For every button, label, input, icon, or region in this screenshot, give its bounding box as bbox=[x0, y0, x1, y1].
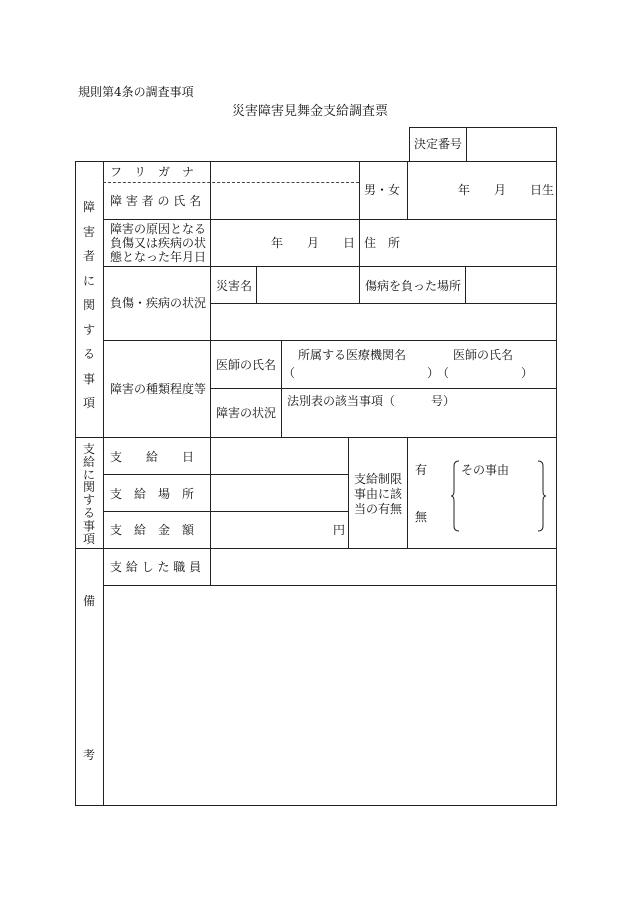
doctor-parentheses: （ ） bbox=[437, 366, 534, 380]
restriction-label-1: 支給制限 bbox=[354, 472, 403, 486]
remarks-char-2: 考 bbox=[83, 748, 96, 762]
form-title: 災害障害見舞金支給調査票 bbox=[232, 104, 389, 119]
decision-number-label: 決定番号 bbox=[414, 137, 463, 151]
doctor-name-sub-label: 医師の氏名 bbox=[453, 348, 514, 362]
furigana-label: フ リ ガ ナ bbox=[110, 165, 195, 179]
payment-section-side-label: 支 給 に 関 す る 事 項 bbox=[82, 442, 95, 546]
right-brace-icon bbox=[535, 460, 547, 532]
person-section-side-label: 障 害 者 に 関 す る 事 項 bbox=[82, 200, 95, 410]
institution-parentheses: （ ） bbox=[283, 366, 440, 380]
restriction-no[interactable]: 無 bbox=[415, 510, 428, 524]
regulation-label: 規則第4条の調査事項 bbox=[78, 85, 194, 99]
injury-status-label: 負傷・疾病の状況 bbox=[110, 296, 207, 310]
restriction-label-3: 当の有無 bbox=[354, 502, 403, 516]
payment-amount-label: 支 給 金 額 bbox=[110, 523, 195, 537]
birth-date-label: 年 月 日生 bbox=[458, 183, 555, 197]
cause-date-value: 年 月 日 bbox=[271, 236, 356, 250]
name-label: 障 害 者 の 氏 名 bbox=[110, 194, 202, 208]
disability-status-label: 障害の状況 bbox=[216, 406, 277, 420]
cause-date-label-1: 障害の原因となる bbox=[110, 222, 207, 236]
remarks-char-1: 備 bbox=[83, 594, 96, 608]
cause-date-label-3: 態となった年月日 bbox=[110, 250, 207, 264]
schedule-item-label: 法別表の該当事項（ 号） bbox=[287, 394, 456, 408]
payment-place-label: 支 給 場 所 bbox=[110, 487, 195, 501]
medical-institution-label: 所属する医療機関名 bbox=[298, 348, 407, 362]
yen-unit: 円 bbox=[333, 523, 346, 537]
restriction-label-2: 事由に該 bbox=[354, 487, 403, 501]
address-label: 住 所 bbox=[364, 236, 401, 250]
payment-date-label: 支 給 日 bbox=[110, 450, 195, 464]
staff-label: 支 給 し た 職 員 bbox=[110, 560, 202, 574]
doctor-name-label: 医師の氏名 bbox=[216, 358, 277, 372]
injury-place-label: 傷病を負った場所 bbox=[365, 279, 462, 293]
disability-type-label: 障害の種類程度等 bbox=[110, 382, 207, 396]
restriction-yes[interactable]: 有 bbox=[415, 463, 428, 477]
cause-date-label-2: 負傷又は疾病の状 bbox=[110, 236, 207, 250]
disaster-name-label: 災害名 bbox=[216, 279, 253, 293]
sex-label[interactable]: 男・女 bbox=[364, 183, 401, 197]
left-brace-icon bbox=[450, 460, 462, 532]
reason-label: その事由 bbox=[461, 463, 510, 477]
